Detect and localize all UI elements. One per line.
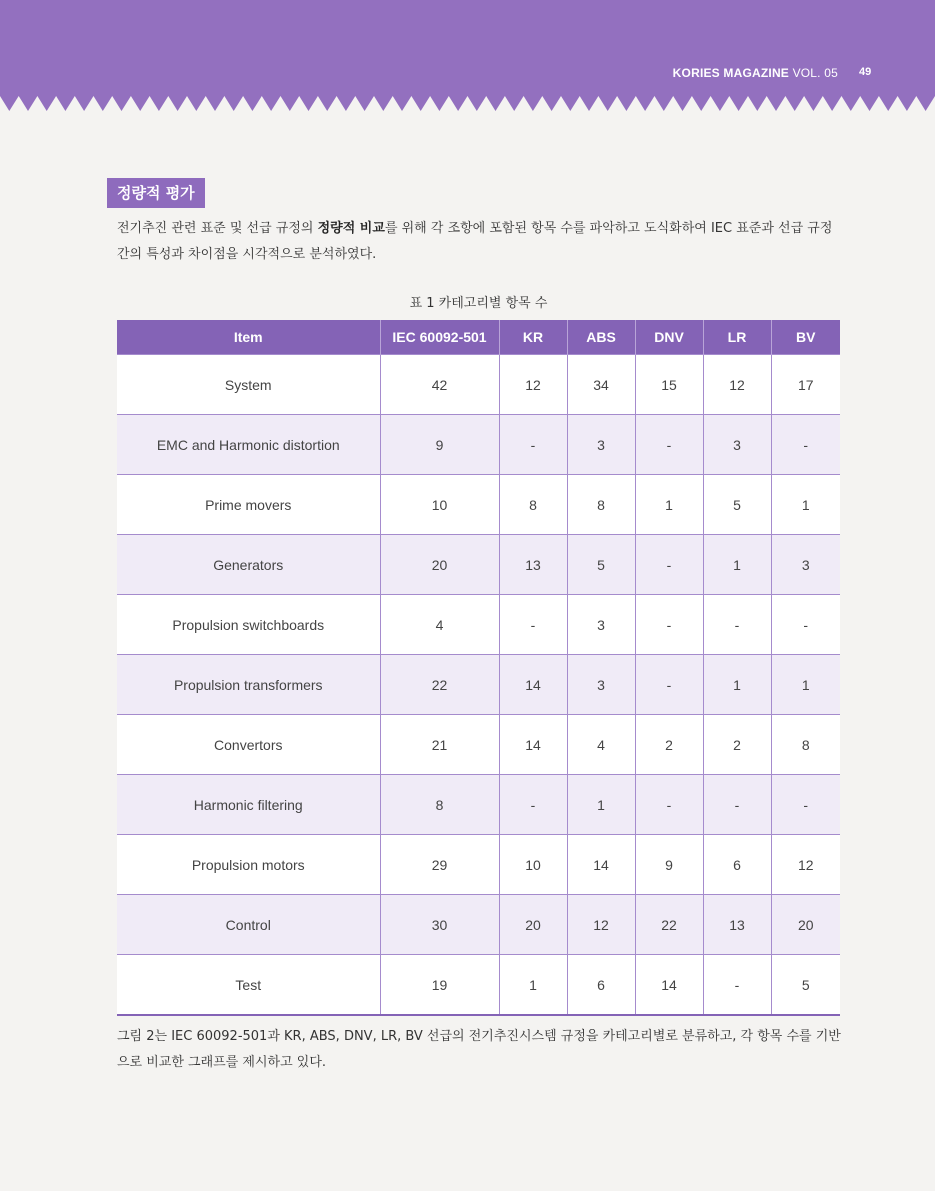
item-cell: EMC and Harmonic distortion <box>117 415 380 475</box>
count-cell: - <box>635 655 703 715</box>
table-row <box>117 355 840 415</box>
column-header: LR <box>703 320 771 355</box>
magazine-volume: VOL. 05 <box>792 66 838 80</box>
item-cell: Propulsion switchboards <box>117 595 380 655</box>
count-cell: 22 <box>635 895 703 955</box>
count-cell: 6 <box>703 835 771 895</box>
count-cell: 3 <box>567 595 635 655</box>
count-cell: 2 <box>703 715 771 775</box>
item-cell: Propulsion motors <box>117 835 380 895</box>
count-cell: - <box>635 415 703 475</box>
table-row <box>117 415 840 475</box>
count-cell: 13 <box>499 535 567 595</box>
count-cell: 9 <box>380 415 499 475</box>
intro-text-before: 전기추진 관련 표준 및 선급 규정의 <box>117 221 318 236</box>
intro-text-after: 를 위해 각 조항에 포함된 항목 수를 파악하고 도식화하여 IEC 표준과 선급 규정 간의 특성과 차이점을 시각적으로 분석하였다. <box>117 221 833 262</box>
count-cell: 12 <box>703 355 771 415</box>
count-cell: 29 <box>380 835 499 895</box>
count-cell: 22 <box>380 655 499 715</box>
count-cell: 1 <box>567 775 635 835</box>
intro-text-bold: 정량적 비교 <box>317 221 385 236</box>
item-cell: Prime movers <box>117 475 380 535</box>
column-header: IEC 60092-501 <box>380 320 499 355</box>
column-header: KR <box>499 320 567 355</box>
category-count-table <box>117 320 840 1016</box>
count-cell: 20 <box>499 895 567 955</box>
count-cell: 14 <box>635 955 703 1016</box>
count-cell: 12 <box>771 835 840 895</box>
count-cell: 17 <box>771 355 840 415</box>
table-row <box>117 655 840 715</box>
count-cell: 1 <box>771 475 840 535</box>
intro-paragraph <box>117 216 843 268</box>
count-cell: 12 <box>567 895 635 955</box>
table-row <box>117 955 840 1016</box>
table-caption: 표 1 카테고리별 항목 수 <box>409 296 548 311</box>
table-row <box>117 475 840 535</box>
count-cell: 8 <box>771 715 840 775</box>
count-cell: 5 <box>703 475 771 535</box>
count-cell: - <box>703 775 771 835</box>
item-cell: System <box>117 355 380 415</box>
column-header: Item <box>117 320 380 355</box>
footer-paragraph: 그림 2는 IEC 60092-501과 KR, ABS, DNV, LR, BV 선급의 전기추진시스템 규정을 카테고리별로 분류하고, 각 항목 수를 기반으로 비교한 그래프를 제시하고 있다. <box>117 1029 841 1070</box>
item-cell: Harmonic filtering <box>117 775 380 835</box>
count-cell: 21 <box>380 715 499 775</box>
count-cell: 5 <box>567 535 635 595</box>
count-cell: 20 <box>771 895 840 955</box>
count-cell: 8 <box>499 475 567 535</box>
count-cell: 3 <box>771 535 840 595</box>
count-cell: - <box>771 775 840 835</box>
table-header-row <box>117 320 840 355</box>
count-cell: 9 <box>635 835 703 895</box>
column-header: BV <box>771 320 840 355</box>
table-row <box>117 775 840 835</box>
count-cell: - <box>635 595 703 655</box>
count-cell: 10 <box>499 835 567 895</box>
count-cell: 1 <box>635 475 703 535</box>
page-header <box>0 0 935 112</box>
column-header: DNV <box>635 320 703 355</box>
count-cell: 30 <box>380 895 499 955</box>
count-cell: 13 <box>703 895 771 955</box>
table-row <box>117 835 840 895</box>
count-cell: 14 <box>499 715 567 775</box>
table-row <box>117 895 840 955</box>
count-cell: 1 <box>499 955 567 1016</box>
count-cell: 19 <box>380 955 499 1016</box>
count-cell: - <box>703 595 771 655</box>
count-cell: 4 <box>567 715 635 775</box>
count-cell: - <box>635 775 703 835</box>
count-cell: 10 <box>380 475 499 535</box>
count-cell: 1 <box>771 655 840 715</box>
table-row <box>117 595 840 655</box>
item-cell: Propulsion transformers <box>117 655 380 715</box>
count-cell: 3 <box>567 655 635 715</box>
count-cell: 12 <box>499 355 567 415</box>
table-row <box>117 715 840 775</box>
count-cell: 42 <box>380 355 499 415</box>
count-cell: 14 <box>499 655 567 715</box>
count-cell: - <box>635 535 703 595</box>
count-cell: - <box>771 415 840 475</box>
count-cell: 2 <box>635 715 703 775</box>
table-row <box>117 535 840 595</box>
item-cell: Generators <box>117 535 380 595</box>
count-cell: 8 <box>567 475 635 535</box>
count-cell: - <box>703 955 771 1016</box>
count-cell: 14 <box>567 835 635 895</box>
magazine-title <box>673 66 838 80</box>
count-cell: 6 <box>567 955 635 1016</box>
count-cell: 34 <box>567 355 635 415</box>
count-cell: - <box>499 595 567 655</box>
count-cell: 3 <box>567 415 635 475</box>
count-cell: 4 <box>380 595 499 655</box>
column-header: ABS <box>567 320 635 355</box>
page-number: 49 <box>859 66 872 78</box>
item-cell: Test <box>117 955 380 1016</box>
count-cell: 5 <box>771 955 840 1016</box>
count-cell: 3 <box>703 415 771 475</box>
magazine-name: KORIES MAGAZINE <box>672 66 790 80</box>
item-cell: Convertors <box>117 715 380 775</box>
section-title: 정량적 평가 <box>107 178 205 208</box>
count-cell: - <box>499 415 567 475</box>
item-cell: Control <box>117 895 380 955</box>
zigzag-header-banner <box>0 0 935 112</box>
count-cell: - <box>771 595 840 655</box>
count-cell: - <box>499 775 567 835</box>
count-cell: 15 <box>635 355 703 415</box>
count-cell: 8 <box>380 775 499 835</box>
count-cell: 20 <box>380 535 499 595</box>
count-cell: 1 <box>703 655 771 715</box>
count-cell: 1 <box>703 535 771 595</box>
